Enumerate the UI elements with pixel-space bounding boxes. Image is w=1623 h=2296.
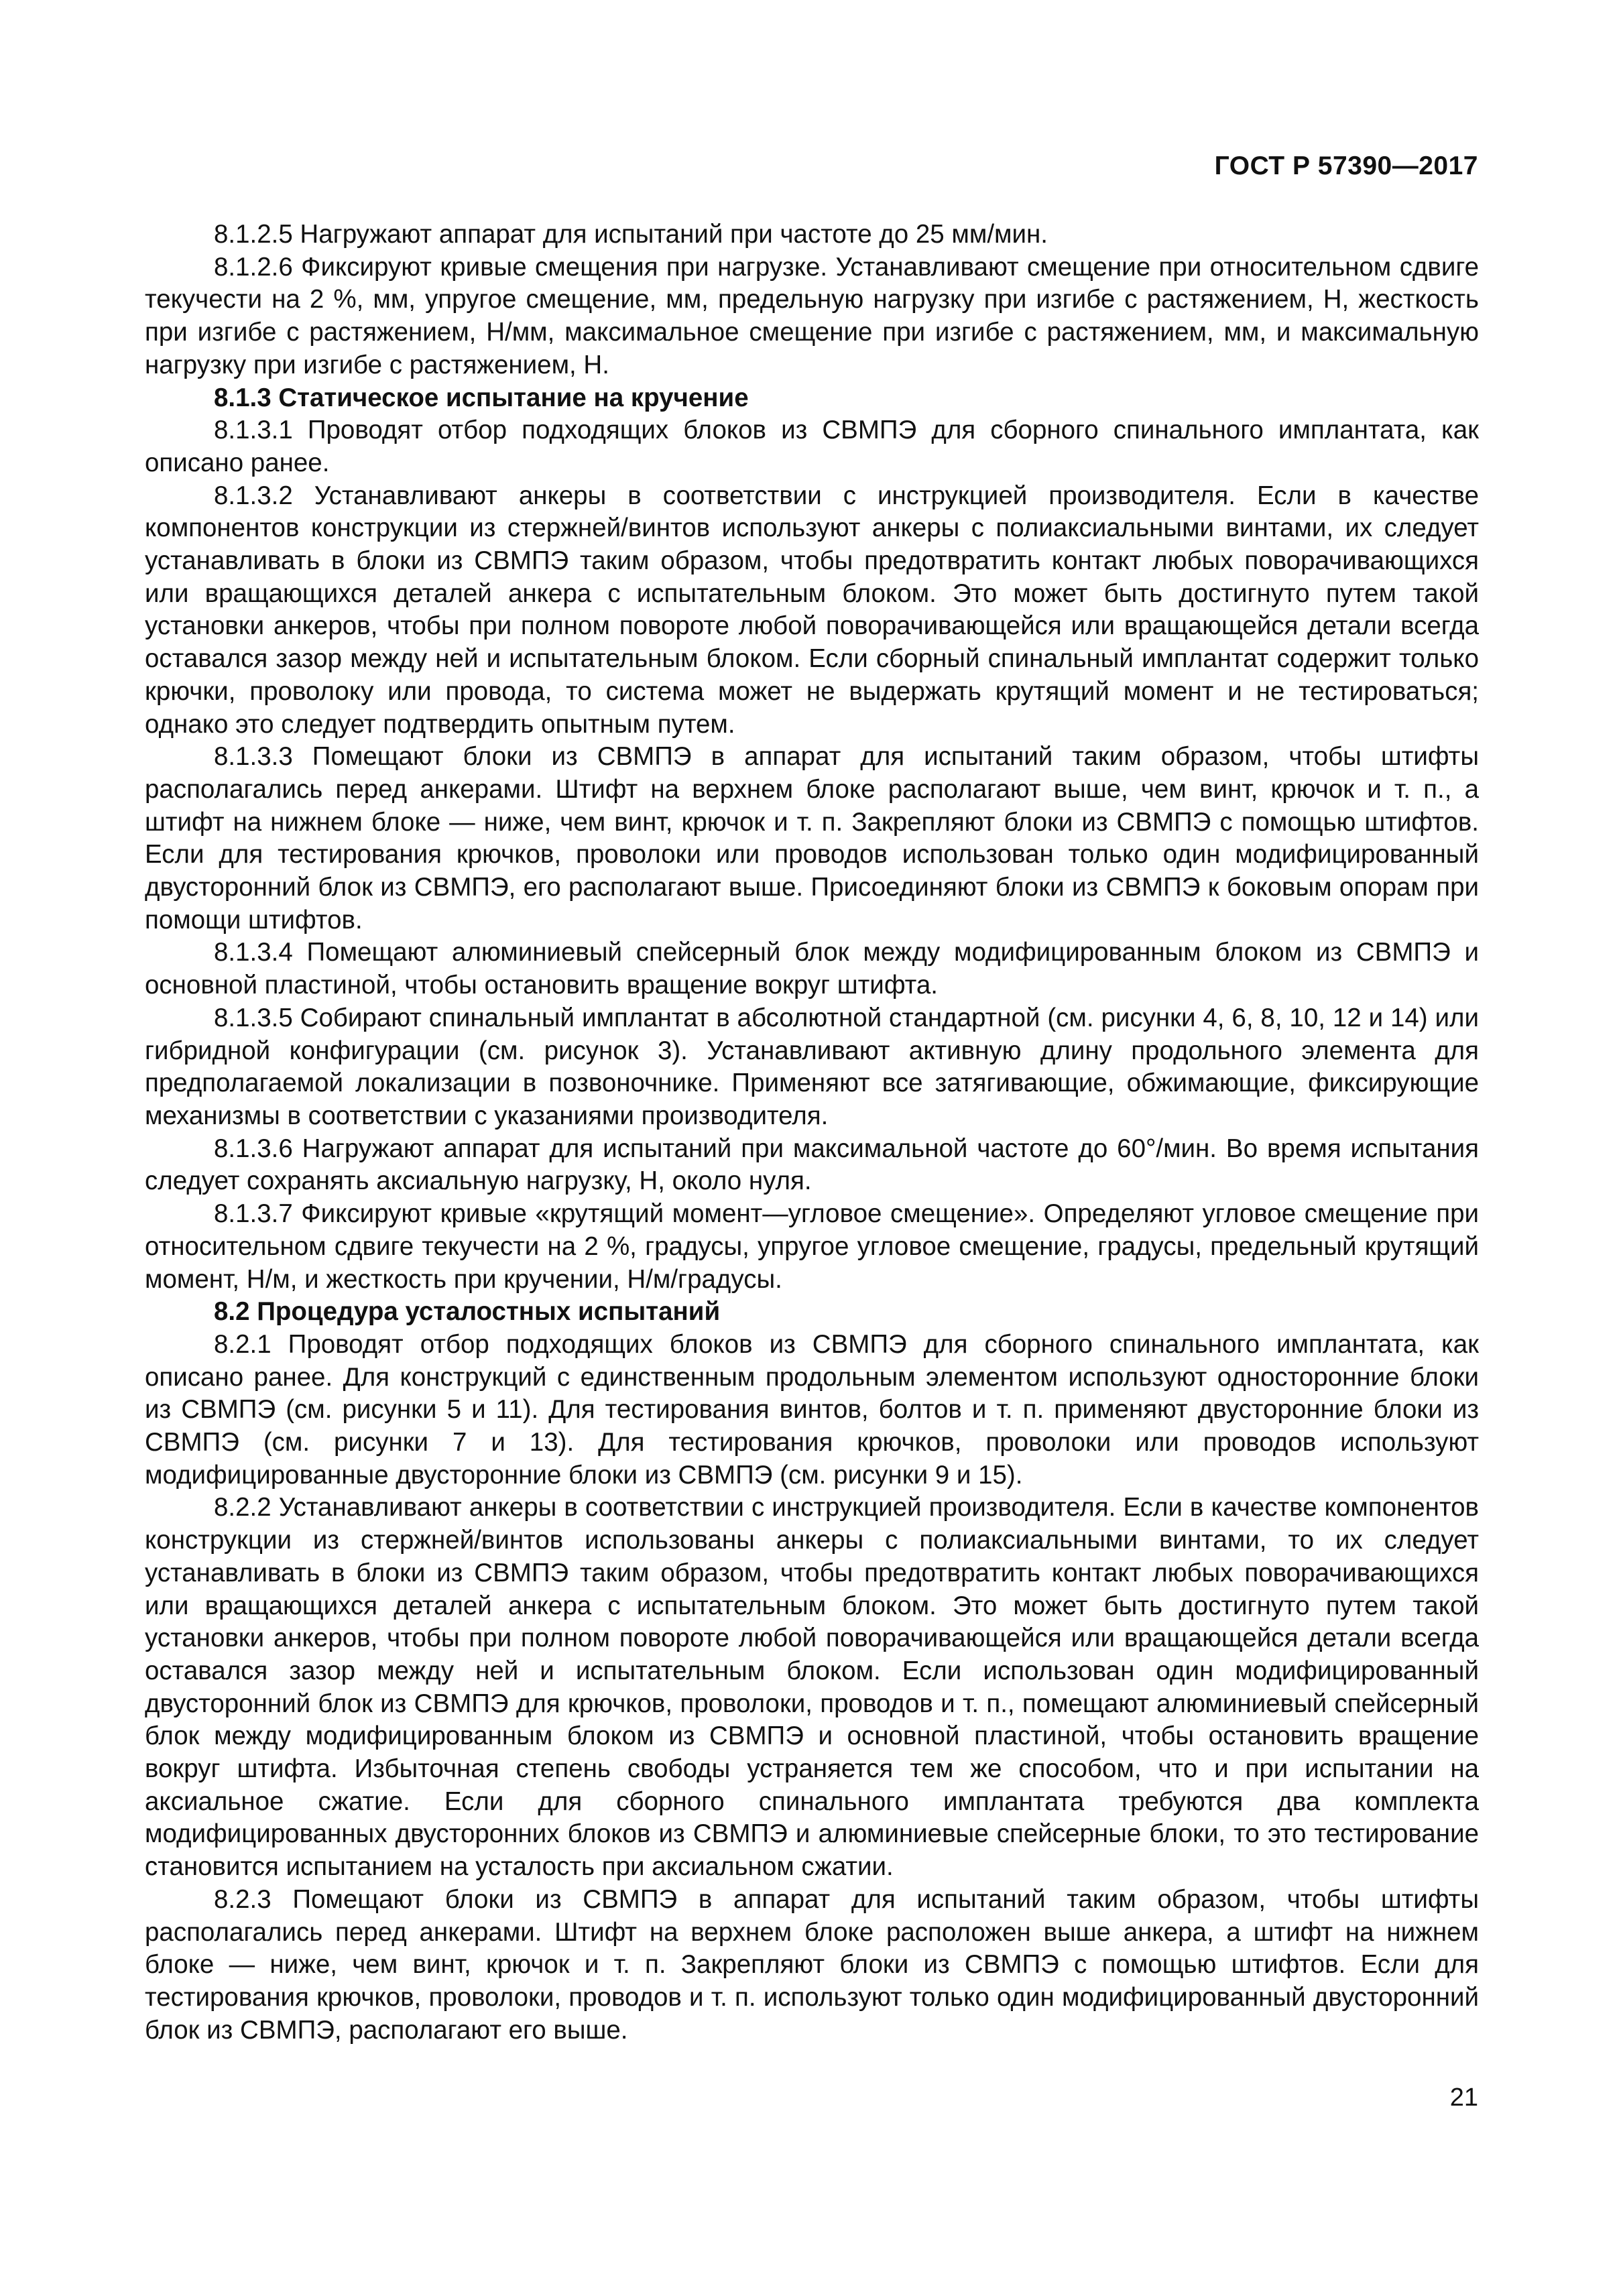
document-body [145, 219, 1479, 2047]
paragraph-8-2-3: 8.2.3 Помещают блоки из СВМПЭ в аппарат для испытаний таким образом, чтобы штифты располагались перед анкерами. Штифт на верхнем блоке расположен выше анкера, а штифт на нижнем блоке — ниже, чем винт, крючок и т. п. Закрепляют блоки из СВМПЭ с помощью штифтов. Если для тестирования крючков, проволоки, проводов и т. п. используют только один модифицированный двусторонний блок из СВМПЭ, располагают его выше. [145, 1884, 1479, 2045]
paragraph-8-1-3-6: 8.1.3.6 Нагружают аппарат для испытаний при максимальной частоте до 60°/мин. Во время испытания следует сохранять аксиальную нагрузку, Н, около нуля. [145, 1134, 1479, 1196]
section-heading-8-1-3: 8.1.3 Статическое испытание на кручение [214, 383, 749, 412]
paragraph-8-1-3-3: 8.1.3.3 Помещают блоки из СВМПЭ в аппарат для испытаний таким образом, чтобы штифты располагались перед анкерами. Штифт на верхнем блоке располагают выше, чем винт, крючок и т. п., а штифт на нижнем блоке — ниже, чем винт, крючок и т. п. Закрепляют блоки из СВМПЭ с помощью штифтов. Если для тестирования крючков, проволоки или проводов использован только один модифицированный двусторонний блок из СВМПЭ, его располагают выше. Присоединяют блоки из СВМПЭ к боковым опорам при помощи штифтов. [145, 742, 1479, 934]
document-id-header: ГОСТ Р 57390—2017 [1214, 152, 1478, 180]
paragraph-8-1-3-5: 8.1.3.5 Собирают спинальный имплантат в абсолютной стандартной (см. рисунки 4, 6, 8, 10, 12 и 14) или гибридной конфигурации (см. рисунок 3). Устанавливают активную длину продольного элемента для предполагаемой локализации в позвоночнике. Применяют все затягивающие, обжимающие, фиксирующие механизмы в соответствии с указаниями производителя. [145, 1003, 1479, 1130]
paragraph-8-1-3-4: 8.1.3.4 Помещают алюминиевый спейсерный блок между модифицированным блоком из СВМПЭ и основной пластиной, чтобы остановить вращение вокруг штифта. [145, 938, 1479, 1000]
paragraph-8-1-2-6: 8.1.2.6 Фиксируют кривые смещения при нагрузке. Устанавливают смещение при относительном сдвиге текучести на 2 %, мм, упругое смещение, мм, предельную нагрузку при изгибе с растяжением, Н, жесткость при изгибе с растяжением, Н/мм, максимальное смещение при изгибе с растяжением, мм, и максимальную нагрузку при изгибе с растяжением, Н. [145, 252, 1479, 379]
paragraph-8-1-3-1: 8.1.3.1 Проводят отбор подходящих блоков из СВМПЭ для сборного спинального имплантата, как описано ранее. [145, 416, 1479, 477]
paragraph-8-1-3-7: 8.1.3.7 Фиксируют кривые «крутящий момент—угловое смещение». Определяют угловое смещение при относительном сдвиге текучести на 2 %, градусы, упругое угловое смещение, градусы, предельный крутящий момент, Н/м, и жесткость при кручении, Н/м/градусы. [145, 1199, 1479, 1294]
paragraph-8-2-1: 8.2.1 Проводят отбор подходящих блоков из СВМПЭ для сборного спинального имплантата, как описано ранее. Для конструкций с единственным продольным элементом используют односторонние блоки из СВМПЭ (см. рисунки 5 и 11). Для тестирования винтов, болтов и т. п. применяют двусторонние блоки из СВМПЭ (см. рисунки 7 и 13). Для тестирования крючков, проволоки или проводов используют модифицированные двусторонние блоки из СВМПЭ (см. рисунки 9 и 15). [145, 1329, 1479, 1490]
section-heading-8-2: 8.2 Процедура усталостных испытаний [214, 1297, 721, 1327]
paragraph-8-1-3-2: 8.1.3.2 Устанавливают анкеры в соответствии с инструкцией производителя. Если в качестве компонентов конструкции из стержней/винтов используют анкеры с полиаксиальными винтами, их следует устанавливать в блоки из СВМПЭ таким образом, чтобы предотвратить контакт любых поворачивающихся или вращающихся деталей анкера с испытательным блоком. Это может быть достигнуто путем такой установки анкеров, чтобы при полном повороте любой поворачивающейся или вращающейся детали всегда оставался зазор между ней и испытательным блоком. Если сборный спинальный имплантат содержит только крючки, проволоку или провода, то система может не выдержать крутящий момент и не тестироваться; однако это следует подтвердить опытным путем. [145, 481, 1479, 739]
paragraph-8-2-2: 8.2.2 Устанавливают анкеры в соответствии с инструкцией производителя. Если в качестве компонентов конструкции из стержней/винтов использованы анкеры с полиаксиальными винтами, то их следует устанавливать в блоки из СВМПЭ таким образом, чтобы предотвратить контакт любых поворачивающихся или вращающихся деталей анкера с испытательным блоком. Это может быть достигнуто путем такой установки анкеров, чтобы при полном повороте любой поворачивающейся или вращающейся детали всегда оставался зазор между ней и испытательным блоком. Если использован один модифицированный двусторонний блок из СВМПЭ для крючков, проволоки, проводов и т. п., помещают алюминиевый спейсерный блок между модифицированным блоком из СВМПЭ и основной пластиной, чтобы остановить вращение вокруг штифта. Избыточная степень свободы устраняется тем же способом, что и при испытании на аксиальное сжатие. Если для сборного спинального имплантата требуются два комплекта модифицированных двусторонних блоков из СВМПЭ и алюминиевые спейсерные блоки, то это тестирование становится испытанием на усталость при аксиальном сжатии. [145, 1493, 1479, 1882]
paragraph-8-1-2-5: 8.1.2.5 Нагружают аппарат для испытаний при частоте до 25 мм/мин. [214, 220, 1048, 249]
page-number: 21 [1449, 2083, 1478, 2112]
